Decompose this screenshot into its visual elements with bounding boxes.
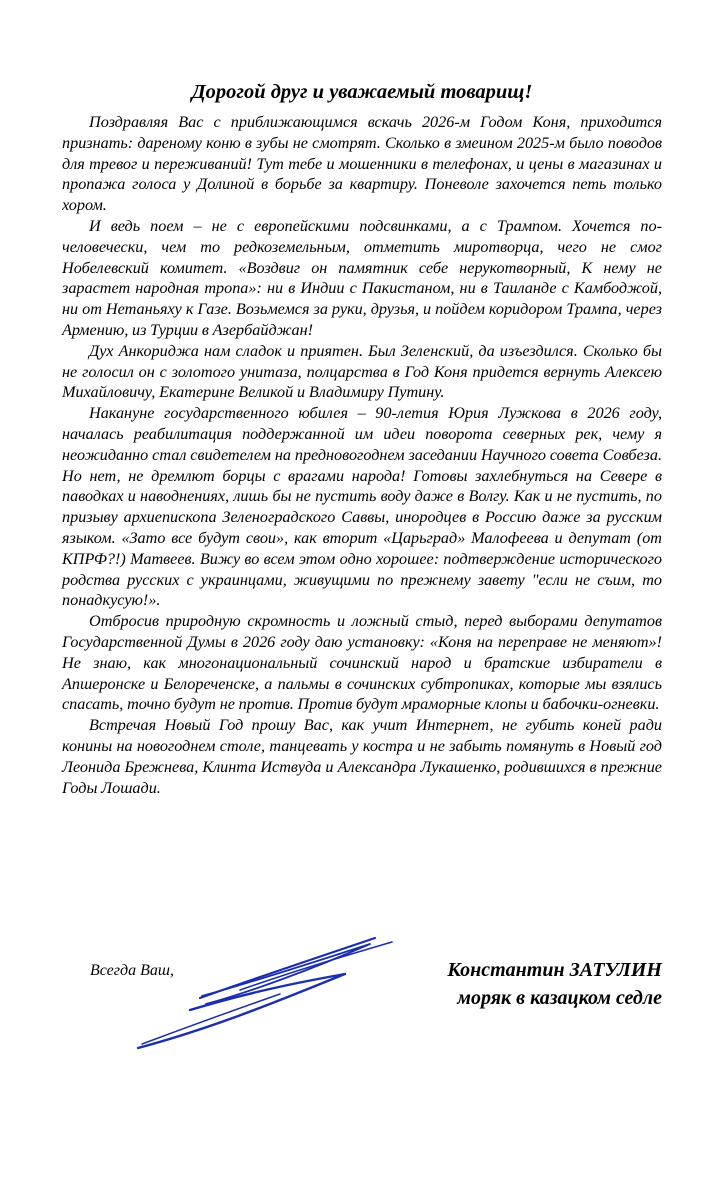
letter-paragraph-1: Поздравляя Вас с приближающимся вскачь 2026-м Годом Коня, приходится признать: дареному коню в зубы не смотрят. Сколько в змеином 2025-м было поводов для тревог и переживаний! Тут тебе и мошенники в телефонах, и цены в магазинах и пропажа голоса у Долиной в борьбе за квартиру. Поневоле захочется петь только хором. (62, 113, 662, 215)
letter-paragraph-3: Дух Анкориджа нам сладок и приятен. Был Зеленский, да изъездился. Сколько бы не голосил он с золотого унитаза, полцарства в Год Коня придется вернуть Алексею Михайловичу, Екатерине Великой и Владимиру Путину. (62, 341, 662, 402)
letter-closing: Всегда Ваш, (90, 962, 174, 979)
signer-name: Константин ЗАТУЛИН (447, 959, 662, 981)
signer-block (447, 956, 662, 1012)
letter-greeting: Дорогой друг и уважаемый товарищ! (191, 81, 533, 103)
letter-paragraph-6: Встречая Новый Год прошу Вас, как учит Интернет, не губить коней ради конины на новогоднем столе, танцевать у костра и не забыть помянуть в Новый год Леонида Брежнева, Клинта Иствуда и Александра Лукашенко, родившихся в прежние Годы Лошади. (62, 716, 662, 797)
letter-paragraph-5: Отбросив природную скромность и ложный стыд, перед выборами депутатов Государственной Думы в 2026 году даю установку: «Коня на переправе не меняют»! Не знаю, как многонациональный сочинский народ и братские избиратели в Апшеронске и Белореченске, а пальмы в сочинских субтропиках, которые мы взялись спасать, точно будут не против. Против будут мраморные клопы и бабочки-огневки. (62, 612, 662, 714)
handwritten-signature (130, 930, 410, 1060)
letter-paragraph-4: Накануне государственного юбилея – 90-летия Юрия Лужкова в 2026 году, началась реабилитация поддержанной им идеи поворота северных рек, чему я неожиданно стал свидетелем на предновогоднем заседании Научного совета Совбеза. Но нет, не дремлют борцы с врагами народа! Готовы захлебнуться на Севере в паводках и наводнениях, лишь бы не пустить воду даже в Волгу. Как и не пустить, по призыву архиепископа Зеленоградского Саввы, инородцев в Россию даже за русским языком. «Зато все будут свои», как вторит «Царьград» Малофеева и депутат (от КПРФ?!) Матвеев. Вижу во всем этом одно хорошее: подтверждение исторического родства русских с украинцами, живущими по прежнему завету "если не съим, то понадкусую!». (62, 404, 662, 610)
letter-paragraph-2: И ведь поем – не с европейскими подсвинками, а с Трампом. Хочется по-человечески, чем то редкоземельным, отметить миротворца, чего не смог Нобелевский комитет. «Воздвиг он памятник себе нерукотворный, К нему не зарастет народная тропа»: ни в Индии с Пакистаном, ни в Таиланде с Камбоджой, ни от Нетаньяху к Газе. Возьмемся за руки, друзья, и пойдем коридором Трампа, через Армению, из Турции в Азербайджан! (62, 216, 662, 339)
letter-body (62, 80, 662, 798)
signer-title: моряк в казацком седле (457, 987, 662, 1009)
